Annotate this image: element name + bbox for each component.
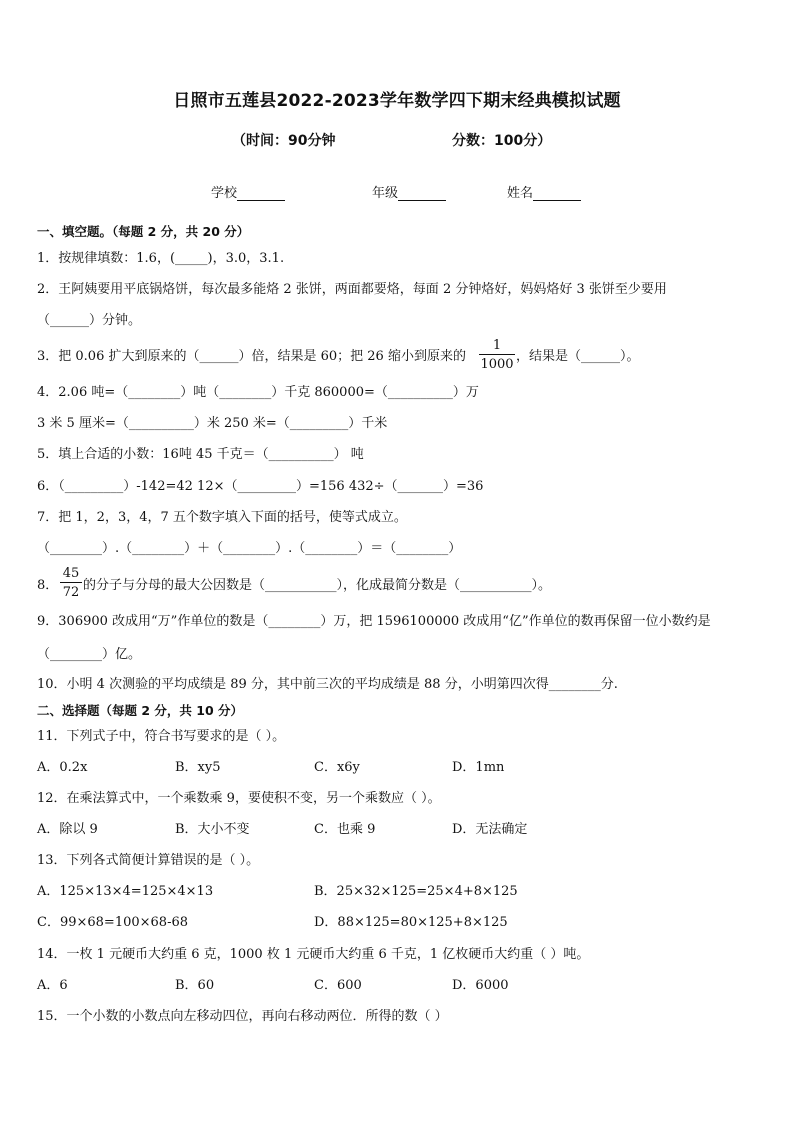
question-8: 的分子与分母的最大公因数是（___________），化成最简分数是（___________）。 (83, 578, 552, 593)
section-choice-heading: 二、选择题（每题 2 分，共 10 分） (37, 703, 244, 718)
grade-label: 年级 (372, 186, 399, 201)
fraction-numerator: 1 (479, 338, 515, 355)
q13-option-a[interactable]: A．125×13×4=125×4×13 (37, 884, 214, 899)
school-blank[interactable] (237, 188, 285, 201)
q12-option-b[interactable]: B．大小不变 (175, 822, 250, 837)
q12-option-c[interactable]: C．也乘 9 (314, 822, 376, 837)
question-2-line-1: 2．王阿姨要用平底锅烙饼，每次最多能烙 2 张饼，两面都要烙，每面 2 分钟烙好，妈妈烙好 3 张饼至少要用 (37, 282, 667, 297)
question-7-line-1: 7．把 1，2，3，4，7 五个数字填入下面的括号，使等式成立。 (37, 510, 407, 525)
name-field[interactable] (507, 182, 581, 201)
q12-option-a[interactable]: A．除以 9 (37, 822, 98, 837)
question-2-line-2: （______）分钟。 (37, 313, 142, 328)
question-4-line-1: 4．2.06 吨=（________）吨（________）千克 860000=（__________）万 (37, 385, 479, 400)
question-11: 11．下列式子中，符合书写要求的是（ ）。 (37, 729, 286, 744)
question-6: 6．（_________）-142=42 12×（_________）=156 432÷（_______）=36 (37, 479, 484, 494)
section-fill-heading: 一、填空题。（每题 2 分，共 20 分） (37, 224, 250, 239)
q14-option-b[interactable]: B．60 (175, 978, 215, 993)
q11-option-a[interactable]: A．0.2x (37, 760, 88, 775)
page-title: 日照市五莲县2022-2023学年数学四下期末经典模拟试题 (173, 91, 621, 111)
question-8-fraction (60, 566, 82, 600)
q13-option-d[interactable]: D．88×125=80×125+8×125 (314, 915, 508, 930)
school-field[interactable] (211, 182, 285, 201)
exam-time: （时间：90分钟 (232, 133, 336, 149)
question-9-line-2: （________）亿。 (37, 647, 142, 662)
question-4-line-2: 3 米 5 厘米=（__________）米 250 米=（_________）千米 (37, 416, 388, 431)
question-1: 1．按规律填数：1.6，(_____)，3.0，3.1. (37, 251, 285, 266)
q13-option-b[interactable]: B．25×32×125=25×4+8×125 (314, 884, 518, 899)
q14-option-c[interactable]: C．600 (314, 978, 362, 993)
question-3-part-1: 3．把 0.06 扩大到原来的（______）倍，结果是 60；把 26 缩小到原来的 (37, 349, 466, 364)
grade-field[interactable] (372, 182, 446, 201)
q14-option-a[interactable]: A．6 (37, 978, 68, 993)
school-label: 学校 (211, 186, 238, 201)
question-13: 13．下列各式简便计算错误的是（ ）。 (37, 853, 260, 868)
q12-option-d[interactable]: D．无法确定 (452, 822, 528, 837)
question-14: 14．一枚 1 元硬币大约重 6 克，1000 枚 1 元硬币大约重 6 千克，1 亿枚硬币大约重（ ）吨。 (37, 947, 590, 962)
question-3-part-2: ，结果是（______）。 (516, 349, 640, 364)
exam-score: 分数：100分） (452, 133, 552, 149)
question-7-line-2: （________）.（________）＋（________）.（________）＝（________） (37, 541, 462, 556)
name-blank[interactable] (533, 188, 581, 201)
fraction-numerator: 45 (60, 566, 82, 583)
q11-option-d[interactable]: D．1mn (452, 760, 505, 775)
question-5: 5．填上合适的小数：16吨 45 千克＝（__________） 吨 (37, 447, 364, 462)
question-9-line-1: 9．306900 改成用“万”作单位的数是（________）万，把 1596100000 改成用“亿”作单位的数再保留一位小数约是 (37, 614, 711, 629)
question-3-fraction (479, 338, 515, 372)
question-12: 12．在乘法算式中，一个乘数乘 9，要使积不变，另一个乘数应（ ）。 (37, 791, 441, 806)
q11-option-b[interactable]: B．xy5 (175, 760, 221, 775)
q11-option-c[interactable]: C．x6y (314, 760, 360, 775)
grade-blank[interactable] (398, 188, 446, 201)
question-10: 10．小明 4 次测验的平均成绩是 89 分，其中前三次的平均成绩是 88 分，小明第四次得________分. (37, 677, 618, 692)
q13-option-c[interactable]: C．99×68=100×68-68 (37, 915, 188, 930)
fraction-denominator: 1000 (480, 357, 514, 372)
q14-option-d[interactable]: D．6000 (452, 978, 509, 993)
fraction-denominator: 72 (62, 585, 80, 600)
name-label: 姓名 (507, 186, 534, 201)
question-8-number: 8． (37, 578, 59, 593)
question-15: 15．一个小数的小数点向左移动四位，再向右移动两位．所得的数（ ） (37, 1009, 448, 1024)
